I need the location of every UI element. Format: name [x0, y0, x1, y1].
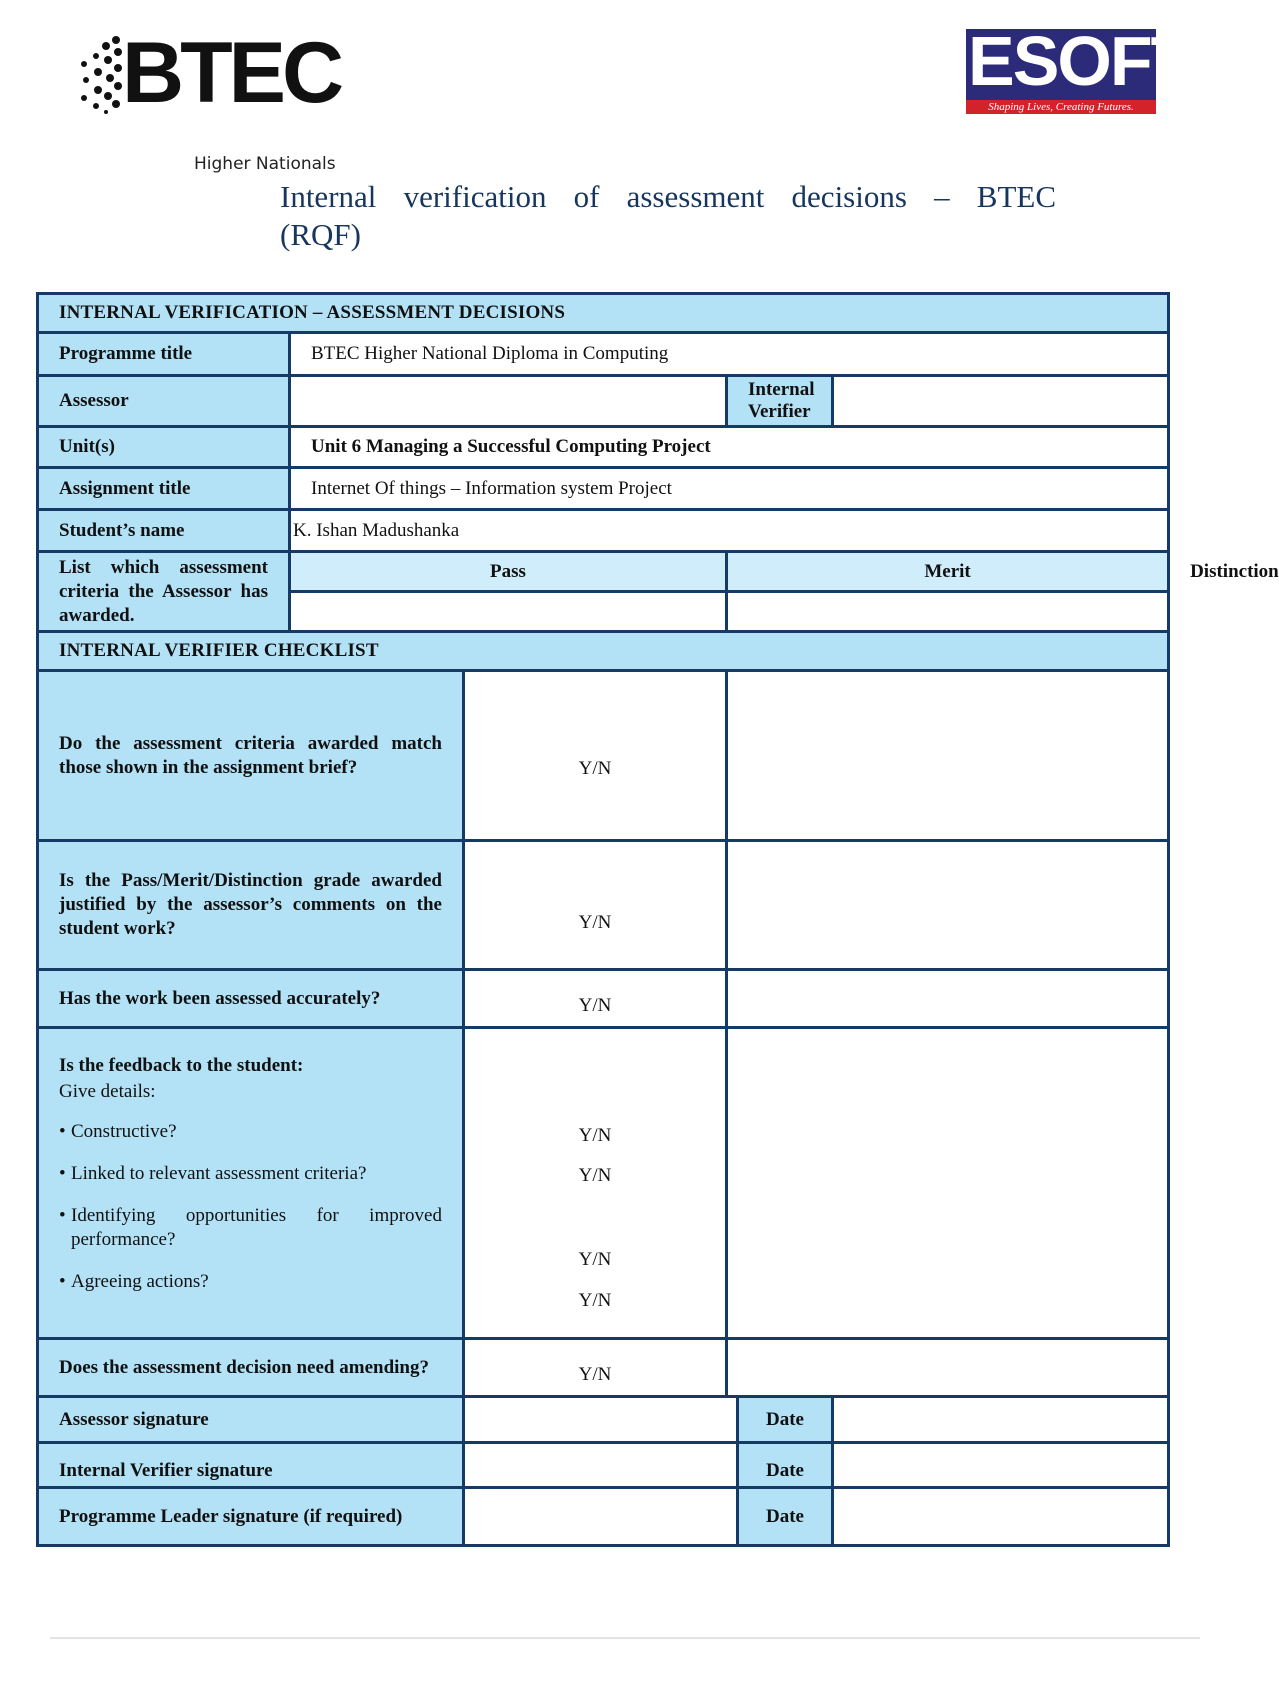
feedback-item-constructive: • Constructive? [59, 1120, 442, 1144]
merit-criteria-field[interactable] [727, 592, 1169, 632]
yn-grade-justified[interactable]: Y/N [464, 841, 727, 970]
yn-agreeing-actions[interactable]: Y/N [578, 1290, 612, 1311]
checklist-question-grade-justified: Is the Pass/Merit/Distinction grade awarded justified by the assessor’s comments on the student work? [38, 841, 464, 970]
internal-verifier-date-field[interactable] [833, 1443, 1169, 1488]
verification-form: INTERNAL VERIFICATION – ASSESSMENT DECISIONS Programme title BTEC Higher National Diploma in Computing Assessor Internal Verifier Unit(s) Unit 6 Managing a Successful Computing Project Assignment title Internet Of things – Information system Project Student’s name K. Ishan Madushanka List which assessment criteria the Assessor has awarded. Pass Merit Distinction INTERNAL VERIFIER CHECKLIST Do the assessment criteria awarded match those shown in the assignment brief? Y/N Is the Pass/Merit/Distinction grade awarded justified by the assessor’s comments on the student work? Y/N Has the work been assessed accurately? Y/N Is the feedback to the student: Give details: • Constructive? • Linked to relevant assessment criteria? • Identifying opportunities for improved performance? • Agreeing actions? Y/N Y/N Y/N Y/N Does the assessment decision need amending? Y/N Assessor signature Date Internal Verifier signature Date Programme Leader signature (if required) Date [36, 292, 1170, 1547]
assessor-date-label: Date [738, 1397, 833, 1443]
internal-verifier-field[interactable] [833, 376, 1169, 427]
page-title: Internal verification of assessment decisions – BTEC (RQF) [280, 179, 1056, 252]
section-assessment-decisions: INTERNAL VERIFICATION – ASSESSMENT DECISIONS [38, 294, 1169, 333]
yn-constructive[interactable]: Y/N [578, 1125, 612, 1146]
comment-criteria-match[interactable] [727, 671, 1169, 841]
yn-assessed-accurately[interactable]: Y/N [464, 970, 727, 1028]
feedback-criteria-list [59, 1120, 442, 1294]
feedback-item-linked-criteria: • Linked to relevant assessment criteria? [59, 1162, 442, 1186]
btec-dots-graphic [76, 34, 124, 114]
feedback-item-improved-performance: • Identifying opportunities for improved performance? [59, 1204, 442, 1252]
esoft-logo [966, 22, 1192, 114]
programme-leader-date-field[interactable] [833, 1488, 1169, 1546]
esoft-tagline: Shaping Lives, Creating Futures. [966, 100, 1156, 114]
feedback-give-details: Give details: [59, 1081, 156, 1102]
checklist-question-assessed-accurately: Has the work been assessed accurately? [38, 970, 464, 1028]
internal-verifier-date-label: Date [738, 1443, 833, 1488]
yn-feedback-group [464, 1028, 727, 1339]
assessor-field[interactable] [290, 376, 727, 427]
student-name-field[interactable]: K. Ishan Madushanka [290, 510, 1169, 552]
programme-leader-date-label: Date [738, 1488, 833, 1546]
checklist-question-feedback [38, 1028, 464, 1339]
yn-criteria-match[interactable]: Y/N [464, 671, 727, 841]
esoft-wordmark: ESOFT [968, 22, 1192, 100]
assessor-date-field[interactable] [833, 1397, 1169, 1443]
checklist-question-decision-amending: Does the assessment decision need amending? [38, 1339, 464, 1397]
footer-divider [50, 1637, 1200, 1639]
btec-logo [76, 25, 341, 121]
internal-verifier-signature-label: Internal Verifier signature [38, 1443, 464, 1488]
units-field[interactable]: Unit 6 Managing a Successful Computing Project [290, 427, 1169, 468]
programme-title-field[interactable]: BTEC Higher National Diploma in Computing [290, 333, 1169, 376]
section-internal-verifier-checklist: INTERNAL VERIFIER CHECKLIST [38, 632, 1169, 671]
programme-leader-signature-label: Programme Leader signature (if required) [38, 1488, 464, 1546]
assignment-title-label: Assignment title [38, 468, 290, 510]
assessor-signature-label: Assessor signature [38, 1397, 464, 1443]
programme-title-label: Programme title [38, 333, 290, 376]
comment-grade-justified[interactable] [727, 841, 1169, 970]
internal-verifier-signature-field[interactable] [464, 1443, 738, 1488]
checklist-question-criteria-match: Do the assessment criteria awarded match those shown in the assignment brief? [38, 671, 464, 841]
higher-nationals-label: Higher Nationals [194, 154, 336, 174]
internal-verifier-label: Internal Verifier [727, 376, 833, 427]
comment-decision-amending[interactable] [727, 1339, 1169, 1397]
btec-wordmark: BTEC [122, 25, 341, 121]
units-label: Unit(s) [38, 427, 290, 468]
yn-improved-performance[interactable]: Y/N [578, 1249, 612, 1270]
feedback-item-agreeing-actions: • Agreeing actions? [59, 1270, 442, 1294]
pass-criteria-field[interactable] [290, 592, 727, 632]
grade-header-pass: Pass [290, 552, 727, 592]
assessor-label: Assessor [38, 376, 290, 427]
assessor-signature-field[interactable] [464, 1397, 738, 1443]
comment-feedback[interactable] [727, 1028, 1169, 1339]
programme-leader-signature-field[interactable] [464, 1488, 738, 1546]
feedback-question-title: Is the feedback to the student: [59, 1055, 304, 1076]
student-name-label: Student’s name [38, 510, 290, 552]
grade-header-merit: Merit [727, 552, 1169, 592]
yn-decision-amending[interactable]: Y/N [464, 1339, 727, 1397]
yn-linked-criteria[interactable]: Y/N [578, 1165, 612, 1186]
comment-assessed-accurately[interactable] [727, 970, 1169, 1028]
criteria-awarded-label: List which assessment criteria the Assessor has awarded. [38, 552, 290, 632]
assignment-title-field[interactable]: Internet Of things – Information system Project [290, 468, 1169, 510]
